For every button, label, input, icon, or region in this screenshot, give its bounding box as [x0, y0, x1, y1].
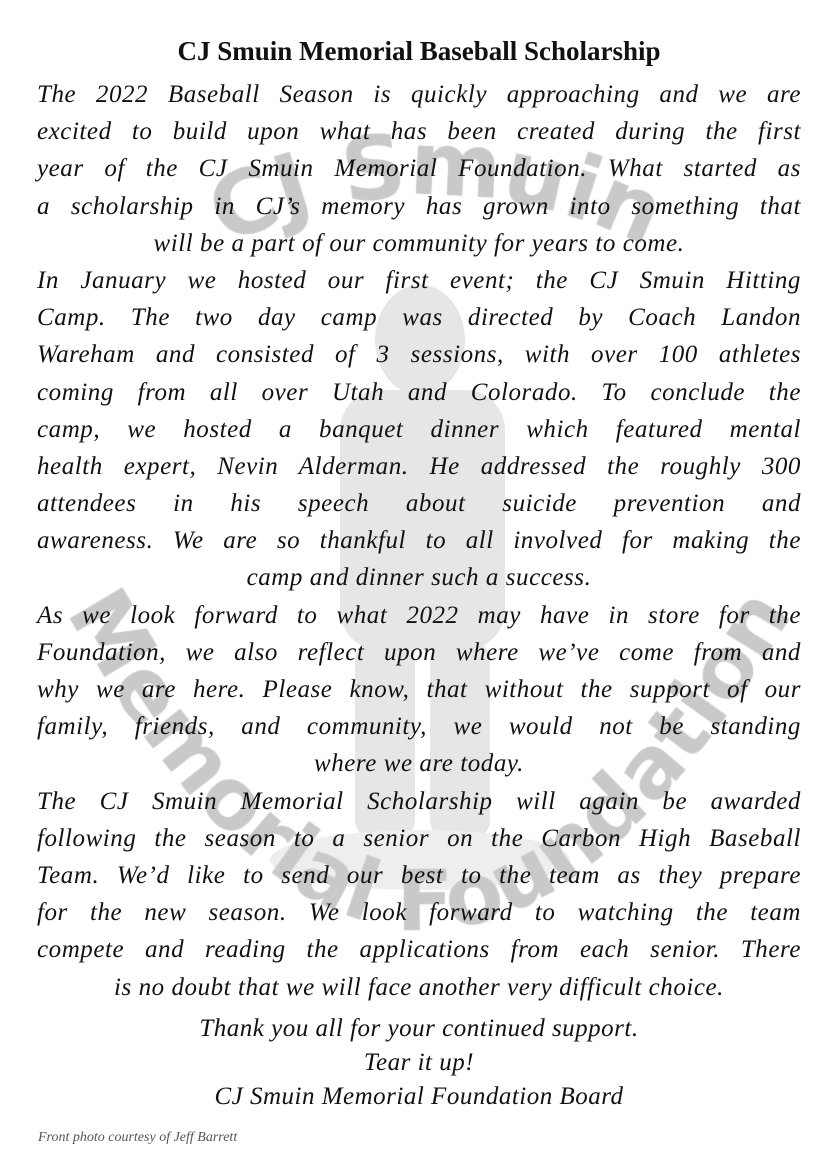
page-title: CJ Smuin Memorial Baseball Scholarship — [177, 36, 661, 66]
closing-slogan: Tear it up! — [363, 1049, 475, 1076]
text-line: awareness. We are so thankful to all involved for making the — [37, 527, 801, 555]
closing-thanks: Thank you all for your continued support. — [199, 1015, 639, 1042]
text-line: Foundation, we also reflect upon where we’ve come from and — [37, 638, 801, 666]
text-line: As we look forward to what 2022 may have in store for the — [37, 601, 801, 629]
text-line: The CJ Smuin Memorial Scholarship will again be awarded — [37, 787, 801, 815]
text-line: Team. We’d like to send our best to the team as they prepare — [37, 861, 801, 889]
text-line: family, friends, and community, we would not be standing — [37, 713, 801, 741]
paragraph — [37, 76, 801, 262]
text-line: camp and dinner such a success. — [246, 564, 592, 592]
text-line: Wareham and consisted of 3 sessions, with over 100 athletes — [37, 341, 801, 369]
paragraph — [37, 597, 801, 783]
text-line: following the season to a senior on the Carbon High Baseball — [37, 824, 801, 852]
text-line: year of the CJ Smuin Memorial Foundation. What started as — [37, 155, 801, 183]
text-line: will be a part of our community for years to come. — [153, 229, 685, 257]
text-line: health expert, Nevin Alderman. He addressed the roughly 300 — [37, 452, 801, 480]
document-body — [37, 76, 801, 1006]
text-line: coming from all over Utah and Colorado. To conclude the — [37, 378, 801, 406]
text-line: compete and reading the applications from each senior. There — [37, 936, 801, 964]
closing-signature: CJ Smuin Memorial Foundation Board — [214, 1083, 624, 1110]
text-line: a scholarship in CJ’s memory has grown into something that — [37, 192, 801, 220]
closing — [37, 1012, 801, 1114]
text-line: where we are today. — [314, 750, 524, 778]
text-line: Camp. The two day camp was directed by Coach Landon — [37, 304, 801, 332]
text-line: attendees in his speech about suicide prevention and — [37, 490, 801, 518]
text-line: camp, we hosted a banquet dinner which featured mental — [37, 415, 801, 443]
text-line: In January we hosted our first event; the CJ Smuin Hitting — [37, 266, 801, 294]
text-line: why we are here. Please know, that without the support of our — [37, 676, 801, 703]
text-line: The 2022 Baseball Season is quickly approaching and we are — [37, 81, 801, 108]
text-line: excited to build upon what has been created during the first — [37, 118, 801, 146]
text-line: for the new season. We look forward to watching the team — [37, 899, 801, 927]
paragraph — [37, 262, 801, 597]
photo-credit: Front photo courtesy of Jeff Barrett — [38, 1130, 238, 1145]
text-line: is no doubt that we will face another very difficult choice. — [114, 973, 724, 1001]
paragraph — [37, 783, 801, 1006]
